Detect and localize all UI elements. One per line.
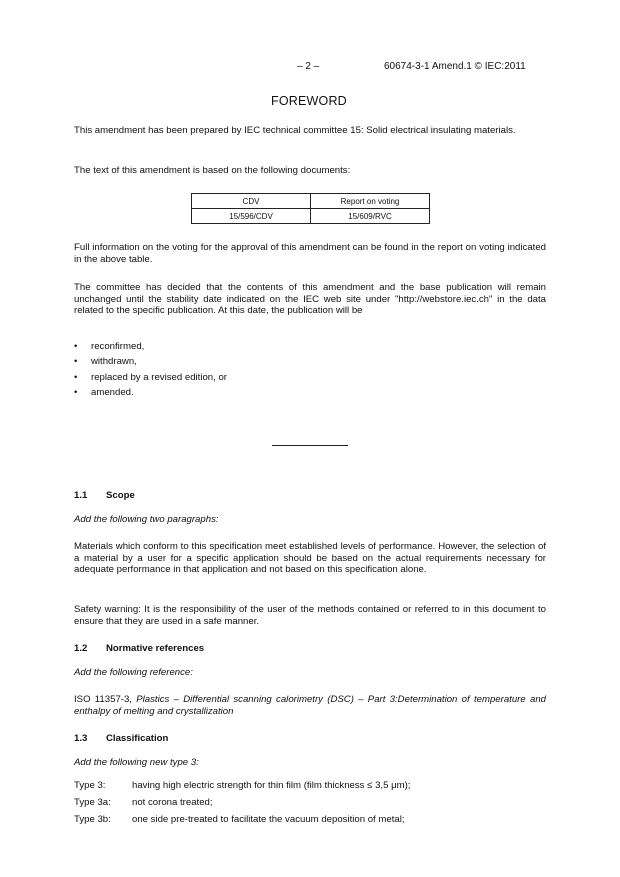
type-3-line: Type 3: having high electric strength for thin film (film thickness ≤ 3,5 μm); — [74, 780, 411, 791]
publication-options-list — [74, 339, 227, 400]
list-item: • withdrawn, — [74, 354, 227, 369]
voting-table-header-row — [192, 194, 430, 209]
bullet-icon: • — [74, 386, 78, 398]
scope-paragraph-2: Safety warning: It is the responsibility of the user of the methods contained or referred to in this document to ensure that they are used in a safe manner. — [74, 604, 546, 627]
iso-reference: ISO 11357-3, Plastics – Differential scanning calorimetry (DSC) – Part 3:Determination of temperature and enthalpy of melting and crystallization — [74, 694, 546, 717]
heading-scope: 1.1 Scope — [74, 490, 135, 501]
table-cell-rvc: 15/609/RVC — [311, 209, 430, 224]
foreword-intro: This amendment has been prepared by IEC technical committee 15: Solid electrical insulating materials. — [74, 125, 516, 136]
heading-normative-references: 1.2 Normative references — [74, 643, 205, 654]
document-id: 60674-3-1 Amend.1 © IEC:2011 — [384, 61, 526, 72]
voting-table-row — [192, 209, 430, 224]
bullet-icon: • — [74, 341, 78, 352]
voting-table — [191, 193, 430, 224]
type-3b-line: Type 3b: one side pre-treated to facilitate the vacuum deposition of metal; — [74, 814, 405, 825]
page-number: – 2 – — [297, 61, 320, 72]
list-item: • amended. — [74, 385, 227, 400]
separator-rule — [272, 445, 348, 446]
bullet-icon: • — [74, 356, 78, 368]
table-header-cdv: CDV — [192, 194, 311, 209]
heading-classification: 1.3 Classification — [74, 733, 169, 744]
table-cell-cdv: 15/596/CDV — [192, 209, 311, 224]
references-instruction: Add the following reference: — [74, 667, 193, 678]
list-item: • reconfirmed, — [74, 339, 227, 354]
foreword-title: FOREWORD — [271, 94, 347, 108]
scope-instruction: Add the following two paragraphs: — [74, 514, 219, 525]
foreword-based-on: The text of this amendment is based on the following documents: — [74, 165, 351, 176]
type-3a-line: Type 3a: not corona treated; — [74, 797, 213, 808]
list-item: • replaced by a revised edition, or — [74, 370, 227, 385]
scope-paragraph-1: Materials which conform to this specification meet established levels of performance. However, the selection of a material by a user for a specific application should be based on the actual requirements necessary for adequate performance in that application and not based on this specification alone. — [74, 541, 546, 576]
bullet-icon: • — [74, 371, 78, 383]
classification-instruction: Add the following new type 3: — [74, 757, 199, 768]
table-header-report: Report on voting — [311, 194, 430, 209]
foreword-committee: The committee has decided that the contents of this amendment and the base publication will remain unchanged until the stability date indicated on the IEC web site under "http://webstore.iec.ch" in the data related to the specific publication. At this date, the publication will be — [74, 282, 546, 317]
foreword-full-info: Full information on the voting for the approval of this amendment can be found in the report on voting indicated in the above table. — [74, 242, 546, 265]
